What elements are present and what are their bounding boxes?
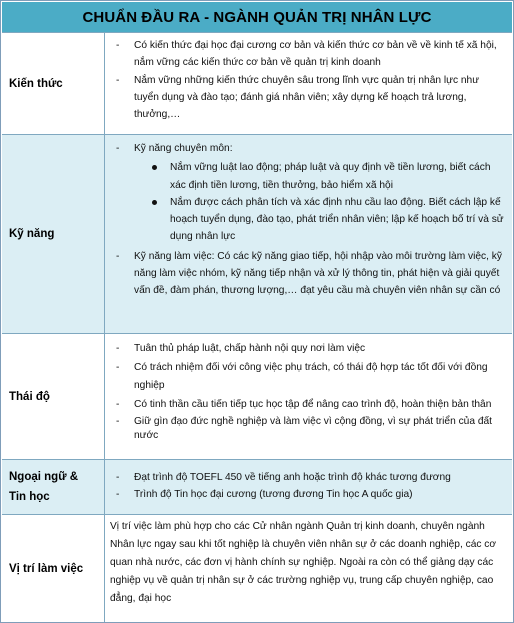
list-item: - Nắm vững những kiến thức chuyên sâu trong lĩnh vực quản trị nhân lực như tuyển dụng và đào tạo; đánh giá nhân viên; xây dựng kế hoạch trả lương, thưởng,… <box>106 72 506 124</box>
list-item: - Kỹ năng chuyên môn: <box>106 140 506 157</box>
row-content <box>106 135 512 333</box>
list-item: - Có trách nhiệm đối với công việc phụ trách, có thái độ hợp tác tốt đối với đồng nghiệp <box>106 359 506 394</box>
row-job-position <box>2 515 512 622</box>
table-title: CHUẨN ĐẦU RA - NGÀNH QUẢN TRỊ NHÂN LỰC <box>2 2 512 33</box>
row-label: Kiến thức <box>2 33 105 134</box>
row-label: Vị trí làm việc <box>2 515 105 622</box>
row-label: Kỹ năng <box>2 135 105 333</box>
row-content <box>106 33 512 134</box>
list-item: - Đạt trình độ TOEFL 450 về tiếng anh hoặc trình độ khác tương đương <box>106 469 506 486</box>
list-item: - Tuân thủ pháp luật, chấp hành nội quy nơi làm việc <box>106 340 506 357</box>
row-skills <box>2 135 512 334</box>
bullet-item: Nắm vững luật lao động; pháp luật và quy định về tiền lương, biết cách xác định tiền lương, tiền thưởng, bảo hiểm xã hội <box>106 159 506 194</box>
paragraph: Vị trí việc làm phù hợp cho các Cử nhân ngành Quản trị kinh doanh, chuyên ngành Nhân lực ngay sau khi tốt nghiệp là chuyên viên nhân sự ở các doanh nghiệp, các cơ quan nhà nước, các đơn vị hành chính sự nghiệp. Ngoài ra còn có thể giảng dạy các nghiệp vụ về quản trị nhân sự ở các trường nghiệp vụ, trung cấp chuyên nghiệp, cao đẳng, đại học <box>110 521 497 604</box>
row-label: Thái độ <box>2 334 105 459</box>
row-label: Ngoại ngữ & Tin học <box>2 460 105 514</box>
list-item: - Trình độ Tin học đại cương (tương đương Tin học A quốc gia) <box>106 486 506 503</box>
row-language-it <box>2 460 512 515</box>
bullet-item: Nắm được cách phân tích và xác định nhu cầu lao động. Biết cách lập kế hoạch tuyển dụng, đào tạo, phát triển nhân viên; lập kế hoạch bố trí và sử dụng nhân lực <box>106 194 506 246</box>
row-content <box>106 334 512 459</box>
list-item: - Có tinh thần cầu tiến tiếp tục học tập để nâng cao trình độ, hoàn thiện bản thân <box>106 396 506 413</box>
row-knowledge <box>2 33 512 135</box>
row-content <box>106 515 512 622</box>
list-item: - Kỹ năng làm việc: Có các kỹ năng giao tiếp, hội nhập vào môi trường làm việc, kỹ năng làm việc nhóm, kỹ năng tiếp nhận và xử lý thông tin, phát hiện và giải quyết vấn đề, đàm phán, thương lượng,… đạt yêu cầu mà chuyên viên nhân sự cần có <box>106 248 506 300</box>
row-content <box>106 460 512 514</box>
list-item: - Có kiến thức đại học đại cương cơ bản và kiến thức cơ bản về về kinh tế xã hội, nắm vững các kiến thức cơ bản về quản trị kinh doanh <box>106 37 506 72</box>
row-attitude <box>2 334 512 460</box>
list-item: - Giữ gìn đạo đức nghề nghiệp và làm việc vì cộng đồng, vì sự phát triển của đất nước <box>106 415 506 443</box>
